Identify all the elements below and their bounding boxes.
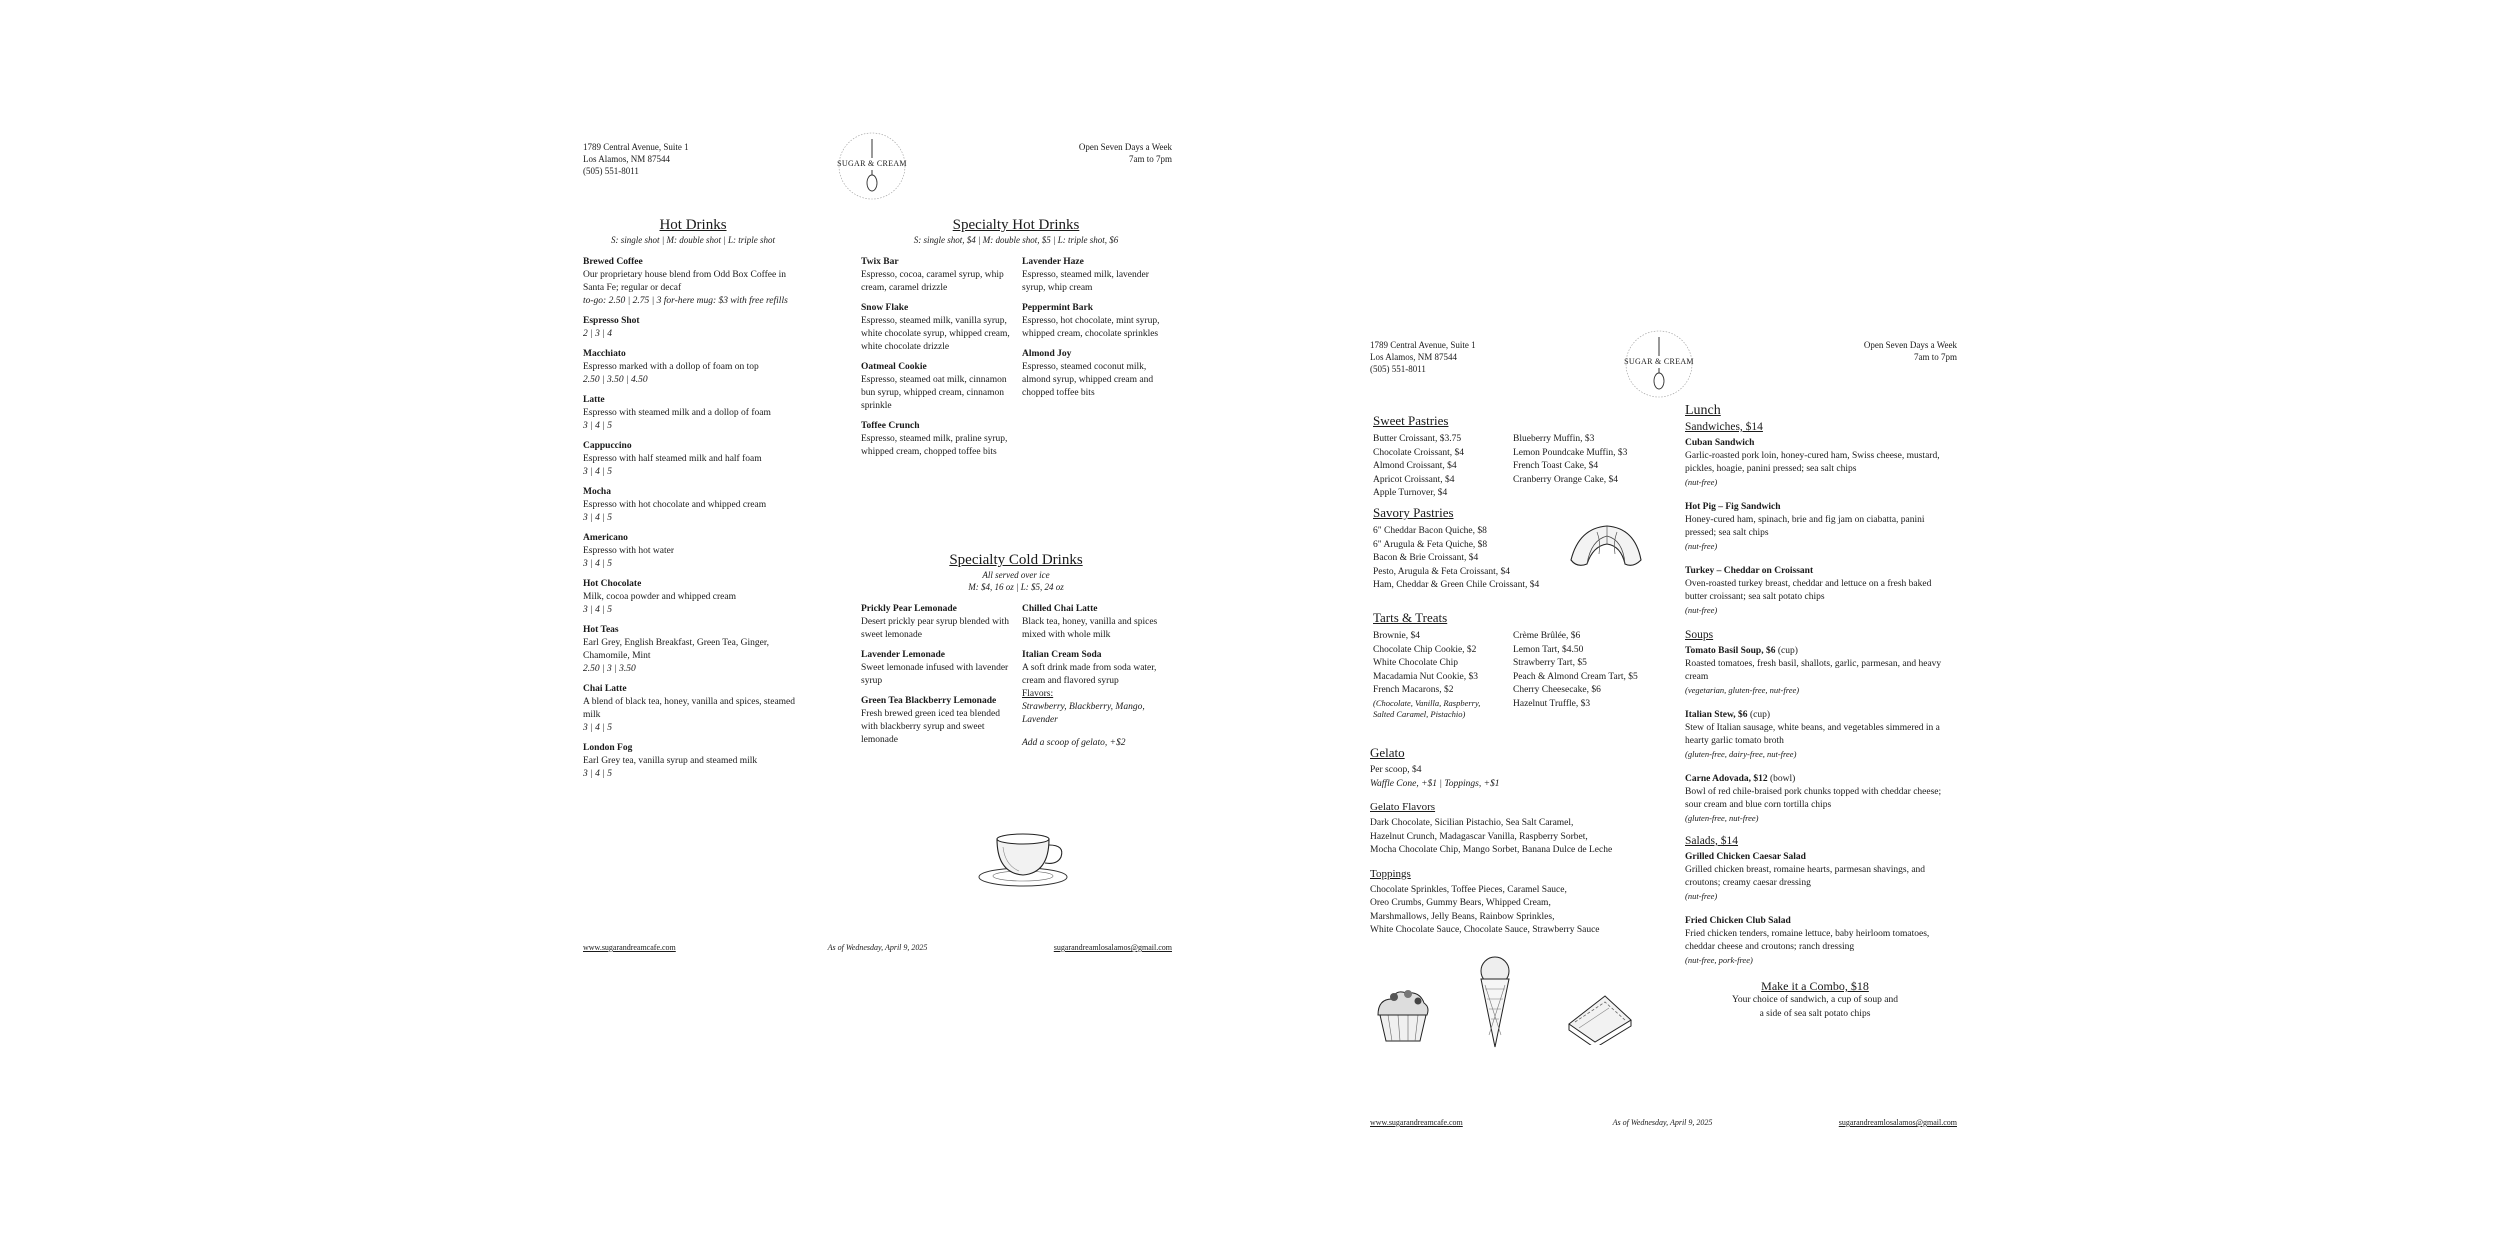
item-size: (cup) [1749,710,1770,720]
sandwich-illustration [1565,990,1635,1045]
toppings-list [1370,884,1670,938]
menu-item [1685,437,1945,489]
specialty-hot-col-1 [861,256,1010,466]
menu-item [583,742,803,781]
menu-item [1685,501,1945,553]
combo-desc [1685,994,1945,1021]
hours-line: Open Seven Days a Week [1078,142,1172,152]
menu-item [1685,773,1945,825]
tarts-col-2 [1513,630,1638,720]
item-price: 3 | 4 | 5 [583,467,612,477]
item-name: Hot Pig – Fig Sandwich [1685,502,1781,512]
list-item: 6" Arugula & Feta Quiche, $8 [1373,539,1488,550]
menu-item [1685,565,1945,617]
item-desc: Black tea, honey, vanilla and spices mixed with whole milk [1022,617,1158,640]
item-desc: Espresso, steamed milk, lavender syrup, whip cream [1022,270,1149,293]
item-desc: A blend of black tea, honey, vanilla and spices, steamed milk [583,697,796,720]
salads-title: Salads, $14 [1685,835,1739,847]
sweet-pastries-col-2 [1513,433,1627,501]
gelato-addons: Waffle Cone, +$1 | Toppings, +$1 [1370,778,1500,789]
hours-line: 7am to 7pm [1129,154,1172,164]
menu-item [1685,851,1945,903]
specialty-hot-section [861,217,1171,466]
item-price: to-go: 2.50 | 2.75 | 3 for-here mug: $3 with free refills [583,296,788,306]
gelato-flavors-list [1370,817,1670,858]
address-line: Los Alamos, NM 87544 [1370,352,1458,362]
flavors-list: Strawberry, Blackberry, Mango, Lavender [1022,702,1145,725]
ice-cream-cone-icon [1475,955,1515,1050]
item-note: (vegetarian, gluten-free, nut-free) [1685,685,1800,695]
hours-line: Open Seven Days a Week [1863,340,1957,350]
item-desc: Espresso marked with a dollop of foam on top [583,362,759,372]
item-price: 3 | 4 | 5 [583,513,612,523]
item-name: Hot Teas [583,625,619,635]
list-item: French Toast Cake, $4 [1513,461,1599,471]
item-desc: Grilled chicken breast, romaine hearts, parmesan shavings, and croutons; creamy caesar dressing [1685,865,1926,888]
sandwich-icon [1565,990,1635,1045]
tarts-treats-section [1373,610,1673,720]
list-item: Macadamia Nut Cookie, $3 [1373,671,1479,682]
list-item: Apple Turnover, $4 [1373,488,1448,498]
phone-number: (505) 551-8011 [1370,364,1426,374]
item-note: (nut-free) [1685,891,1718,901]
website-link[interactable]: www.sugarandreamcafe.com [583,943,676,952]
cafe-logo [1624,329,1694,399]
list-item: Brownie, $4 [1373,631,1420,641]
item-desc: Espresso with steamed milk and a dollop of foam [583,408,771,418]
section-title: Savory Pastries [1373,505,1454,520]
item-name: Green Tea Blackberry Lemonade [861,696,997,706]
section-title: Gelato [1370,745,1405,760]
menu-item [583,394,803,433]
list-item: Dark Chocolate, Sicilian Pistachio, Sea Salt Caramel, [1370,818,1574,828]
menu-item [861,695,1010,747]
item-desc: Stew of Italian sausage, white beans, and vegetables simmered in a hearty garlic tomato broth [1685,723,1940,746]
item-desc: Honey-cured ham, spinach, brie and fig jam on ciabatta, panini pressed; sea salt chips [1685,515,1925,538]
item-note: (gluten-free, dairy-free, nut-free) [1685,749,1797,759]
list-item: White Chocolate Chip [1373,658,1458,668]
menu-item [1685,915,1945,967]
item-note: (nut-free) [1685,541,1718,551]
list-item: Lemon Tart, $4.50 [1513,644,1584,655]
item-price: 3 | 4 | 5 [583,723,612,733]
menu-item [583,315,803,341]
footer-email[interactable] [1054,943,1172,952]
menu-item [583,683,803,735]
item-desc: Espresso, steamed oat milk, cinnamon bun syrup, whipped cream, cinnamon sprinkle [861,375,1007,411]
tarts-col-1 [1373,630,1513,720]
item-name: Prickly Pear Lemonade [861,604,957,614]
item-note: (nut-free, pork-free) [1685,955,1753,965]
section-subtitle: M: $4, 16 oz | L: $5, 24 oz [968,582,1064,592]
item-desc: Espresso, cocoa, caramel syrup, whip cream, caramel drizzle [861,270,1004,293]
menu-item [583,578,803,617]
item-name: Italian Stew, $6 [1685,710,1748,720]
logo-text: SUGAR & CREAM [1624,357,1694,366]
section-title: Specialty Hot Drinks [952,217,1080,233]
item-name: Twix Bar [861,257,899,267]
item-name: Mocha [583,487,611,497]
item-name: Toffee Crunch [861,421,920,431]
item-desc: Espresso with hot water [583,546,675,556]
menu-item [1022,603,1171,642]
address-line: 1789 Central Avenue, Suite 1 [1370,340,1476,350]
item-desc: Earl Grey tea, vanilla syrup and steamed milk [583,756,758,766]
section-title: Specialty Cold Drinks [949,552,1083,568]
ice-cream-cone-illustration [1475,955,1515,1050]
item-desc: Our proprietary house blend from Odd Box Coffee in Santa Fe; regular or decaf [583,270,786,293]
item-desc: Espresso with half steamed milk and half foam [583,454,762,464]
menu-item [1022,649,1171,727]
list-item: Oreo Crumbs, Gummy Bears, Whipped Cream, [1370,898,1551,908]
sweet-pastries-section [1373,413,1673,501]
sandwiches-title: Sandwiches, $14 [1685,421,1763,433]
footer-website[interactable] [583,943,676,952]
item-name: Latte [583,395,605,405]
footer-email[interactable] [1839,1118,1957,1127]
item-desc: Milk, cocoa powder and whipped cream [583,592,737,602]
list-item: Cherry Cheesecake, $6 [1513,685,1601,695]
item-desc: Oven-roasted turkey breast, cheddar and lettuce on a fresh baked butter croissant; sea salt potato chips [1685,579,1932,602]
menu-item [583,348,803,387]
item-name: Peppermint Bark [1022,303,1093,313]
cupcake-illustration [1370,985,1435,1045]
item-name: Snow Flake [861,303,909,313]
item-desc: Garlic-roasted pork loin, honey-cured ham, Swiss cheese, mustard, pickles, hoagie, panini pressed; sea salt chips [1685,451,1940,474]
item-name: Cappuccino [583,441,632,451]
menu-item [583,486,803,525]
item-name: Italian Cream Soda [1022,650,1102,660]
coffee-cup-illustration [975,825,1075,890]
hours-block [1864,339,1957,363]
item-name: Turkey – Cheddar on Croissant [1685,566,1814,576]
item-name: Hot Chocolate [583,579,642,589]
list-item: Chocolate Sprinkles, Toffee Pieces, Caramel Sauce, [1370,884,1567,895]
item-name: Lavender Haze [1022,257,1084,267]
item-desc: A soft drink made from soda water, cream and flavored syrup [1022,663,1157,686]
item-size: (bowl) [1769,774,1796,784]
list-item: Marshmallows, Jelly Beans, Rainbow Sprinkles, [1370,911,1555,922]
specialty-cold-col-2 [1022,603,1171,757]
item-price: 3 | 4 | 5 [583,559,612,569]
specialty-cold-section [861,552,1171,757]
macaron-flavors: (Chocolate, Vanilla, Raspberry, Salted Caramel, Pistachio) [1373,697,1481,719]
item-price: 3 | 4 | 5 [583,769,612,779]
menu-item [861,603,1010,642]
section-title: Lunch [1685,403,1721,418]
item-desc: Fresh brewed green iced tea blended with blackberry syrup and sweet lemonade [861,709,1001,745]
menu-item [1022,348,1171,400]
menu-item [583,256,803,308]
email-link[interactable]: sugarandreamlosalamos@gmail.com [1838,1118,1957,1127]
savory-pastries-list [1373,525,1593,593]
combo-line: a side of sea salt potato chips [1759,1008,1871,1019]
menu-item [861,302,1010,354]
soups-title: Soups [1685,629,1714,641]
item-name: Grilled Chicken Caesar Salad [1685,852,1806,862]
item-name: Chai Latte [583,684,627,694]
item-desc: Espresso, steamed milk, praline syrup, whipped cream, chopped toffee bits [861,434,1008,457]
item-name: Cuban Sandwich [1685,438,1755,448]
coffee-cup-icon [975,825,1075,890]
gelato-flavors-title: Gelato Flavors [1370,801,1436,813]
item-desc: Espresso, steamed milk, vanilla syrup, white chocolate syrup, whipped cream, white chocolate drizzle [861,316,1010,352]
item-desc: Roasted tomatoes, fresh basil, shallots, garlic, parmesan, and heavy cream [1685,659,1942,682]
section-title: Hot Drinks [659,217,727,233]
list-item: French Macarons, $2 [1373,685,1454,695]
menu-item [583,624,803,676]
menu-item [1685,645,1945,697]
as-of-date: As of Wednesday, April 9, 2025 [1612,1118,1713,1127]
list-item: Cranberry Orange Cake, $4 [1513,474,1618,485]
item-note: (nut-free) [1685,605,1718,615]
item-name: Chilled Chai Latte [1022,604,1098,614]
menu-page-food [1365,325,1960,1135]
list-item: Chocolate Chip Cookie, $2 [1373,644,1477,655]
menu-page-drinks [580,125,1175,965]
item-name: Brewed Coffee [583,257,643,267]
item-desc: Desert prickly pear syrup blended with sweet lemonade [861,617,1009,640]
list-item: Almond Croissant, $4 [1373,461,1457,471]
item-name: Tomato Basil Soup, $6 [1685,646,1776,656]
list-item: White Chocolate Sauce, Chocolate Sauce, Strawberry Sauce [1370,925,1600,935]
list-item: Lemon Poundcake Muffin, $3 [1513,447,1628,458]
cafe-logo [837,131,907,201]
item-price: 3 | 4 | 5 [583,421,612,431]
menu-item [1685,709,1945,761]
combo-title: Make it a Combo, $18 [1761,979,1869,993]
cupcake-icon [1370,985,1435,1045]
gelato-note: Add a scoop of gelato, +$2 [1022,738,1126,748]
toppings-title: Toppings [1370,867,1411,880]
specialty-hot-col-2 [1022,256,1171,466]
list-item: Butter Croissant, $3.75 [1373,434,1462,444]
item-desc: Espresso with hot chocolate and whipped cream [583,500,767,510]
address-line: Los Alamos, NM 87544 [583,154,671,164]
section-subtitle: All served over ice [982,570,1050,580]
item-price: 2.50 | 3 | 3.50 [583,664,636,674]
item-name: Espresso Shot [583,316,640,326]
menu-item [1022,302,1171,341]
list-item: Mocha Chocolate Chip, Mango Sorbet, Banana Dulce de Leche [1370,845,1613,855]
menu-item [861,361,1010,413]
section-subtitle: S: single shot | M: double shot | L: triple shot [611,235,775,245]
item-price: 2 | 3 | 4 [583,329,612,339]
item-price: 2.50 | 3.50 | 4.50 [583,375,648,385]
address-block [583,141,689,177]
item-name: Lavender Lemonade [861,650,946,660]
item-name: Americano [583,533,628,543]
croissant-icon [1565,520,1645,575]
list-item: 6" Cheddar Bacon Quiche, $8 [1373,526,1487,536]
item-price: 3 | 4 | 5 [583,605,612,615]
hot-drinks-section [583,217,803,788]
menu-item [861,649,1010,688]
croissant-illustration [1565,520,1645,575]
website-link[interactable]: www.sugarandreamcafe.com [1370,1118,1463,1127]
list-item: Hazelnut Truffle, $3 [1513,698,1591,709]
item-name: Fried Chicken Club Salad [1685,916,1791,926]
menu-item [583,532,803,571]
menu-item [1022,256,1171,295]
item-note: (nut-free) [1685,477,1718,487]
hours-line: 7am to 7pm [1914,352,1957,362]
menu-item [861,420,1010,459]
sweet-pastries-col-1 [1373,433,1513,501]
phone-number: (505) 551-8011 [583,166,639,176]
list-item: Hazelnut Crunch, Madagascar Vanilla, Raspberry Sorbet, [1370,831,1588,842]
menu-item [583,440,803,479]
address-line: 1789 Central Avenue, Suite 1 [583,142,689,152]
item-note: (gluten-free, nut-free) [1685,813,1759,823]
item-desc: Fried chicken tenders, romaine lettuce, baby heirloom tomatoes, cheddar cheese and croutons; ranch dressing [1685,929,1930,952]
logo-text: SUGAR & CREAM [837,159,907,168]
list-item: Ham, Cheddar & Green Chile Croissant, $4 [1373,580,1540,590]
item-name: Carne Adovada, $12 [1685,774,1768,784]
gelato-section [1370,745,1670,938]
list-item: Pesto, Arugula & Feta Croissant, $4 [1373,566,1510,577]
item-name: London Fog [583,743,633,753]
item-size: (cup) [1777,646,1798,656]
hours-block [1079,141,1172,165]
item-desc: Sweet lemonade infused with lavender syrup [861,663,1009,686]
section-subtitle: S: single shot, $4 | M: double shot, $5 | L: triple shot, $6 [913,235,1119,245]
list-item: Chocolate Croissant, $4 [1373,447,1465,458]
item-desc: Earl Grey, English Breakfast, Green Tea, Ginger, Chamomile, Mint [583,638,769,661]
specialty-cold-col-1 [861,603,1010,757]
item-desc: Espresso, hot chocolate, mint syrup, whipped cream, chocolate sprinkles [1022,316,1160,339]
list-item: Peach & Almond Cream Tart, $5 [1513,671,1638,682]
lunch-section [1685,403,1945,1021]
item-desc: Bowl of red chile-braised pork chunks topped with cheddar cheese; sour cream and blue corn tortilla chips [1685,787,1942,810]
list-item: Crème Brûlée, $6 [1513,631,1581,641]
section-title: Sweet Pastries [1373,413,1449,428]
list-item: Bacon & Brie Croissant, $4 [1373,553,1479,563]
combo-line: Your choice of sandwich, a cup of soup and [1731,995,1899,1005]
list-item: Strawberry Tart, $5 [1513,658,1587,668]
item-name: Oatmeal Cookie [861,362,927,372]
section-title: Tarts & Treats [1373,610,1448,625]
email-link[interactable]: sugarandreamlosalamos@gmail.com [1053,943,1172,952]
address-block [1370,339,1476,375]
item-name: Almond Joy [1022,349,1072,359]
savory-pastries-section [1373,505,1593,593]
item-name: Macchiato [583,349,626,359]
item-desc: Espresso, steamed coconut milk, almond syrup, whipped cream and chopped toffee bits [1022,362,1154,398]
list-item: Apricot Croissant, $4 [1373,474,1455,485]
footer-website[interactable] [1370,1118,1463,1127]
flavors-label: Flavors: [1022,689,1054,699]
list-item: Blueberry Muffin, $3 [1513,434,1595,444]
gelato-price: Per scoop, $4 [1370,765,1422,775]
menu-item [861,256,1010,295]
as-of-date: As of Wednesday, April 9, 2025 [827,943,928,952]
